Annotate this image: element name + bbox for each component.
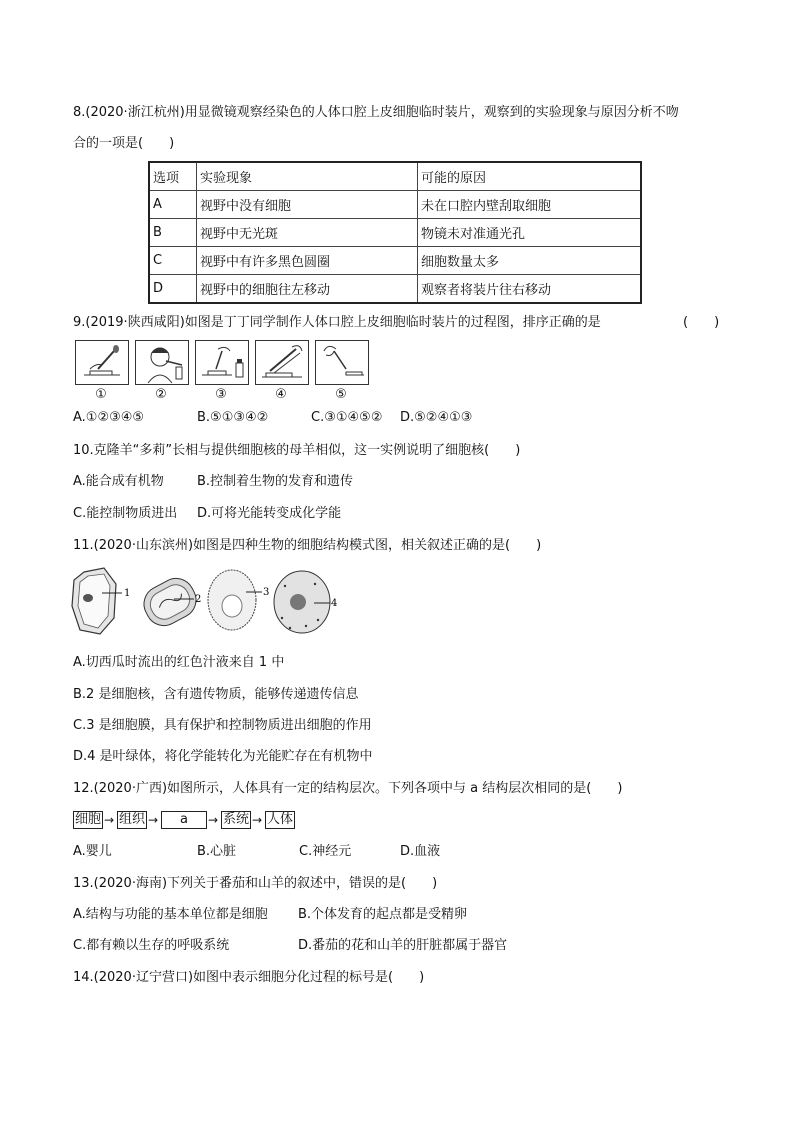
flow-box-tissue: 组织 [118, 812, 145, 827]
table-cell: 视野中无光斑 [197, 219, 418, 247]
q12-option-b: B.心脏 [197, 844, 237, 859]
q11-option-b: B.2 是细胞核，含有遗传物质，能够传递遗传信息 [73, 687, 359, 702]
q9-figure-mouth-swab [135, 340, 189, 385]
q13-option-d: D.番茄的花和山羊的肝脏都属于器官 [298, 938, 508, 953]
table-cell: 细胞数量太多 [418, 247, 642, 275]
q9-figure-drop-water [315, 340, 369, 385]
table-header-cell: 选项 [149, 162, 197, 191]
table-row [149, 275, 641, 304]
q8-stem-line1: 8.(2020·浙江杭州)用显微镜观察经染色的人体口腔上皮细胞临时装片，观察到的实验现象与原因分析不吻 [73, 105, 679, 120]
q9-answer-paren: ( ) [683, 315, 720, 330]
q11-option-c: C.3 是细胞膜，具有保护和控制物质进出细胞的作用 [73, 718, 372, 733]
cell-label-3: 3 [263, 587, 270, 598]
table-cell: 物镜未对准通光孔 [418, 219, 642, 247]
flow-box-body: 人体 [266, 812, 293, 827]
flow-box-system: 系统 [222, 812, 249, 827]
table-cell: B [149, 219, 197, 247]
flow-arrow: → [252, 813, 263, 827]
q9-option-b: B.⑤①③④② [197, 410, 269, 425]
q9-figure-coverslip [255, 340, 309, 385]
q10-stem: 10.克隆羊“多莉”长相与提供细胞核的母羊相似，这一实例说明了细胞核( ) [73, 443, 521, 458]
flow-arrow: → [148, 813, 159, 827]
cell-label-2: 2 [195, 594, 202, 605]
table-cell: 未在口腔内壁刮取细胞 [418, 191, 642, 219]
flow-arrow: → [208, 813, 219, 827]
q10-option-d: D.可将光能转变成化学能 [197, 506, 342, 521]
q9-figure-label: ④ [275, 387, 287, 402]
q9-figure-label: ③ [215, 387, 227, 402]
table-cell: D [149, 275, 197, 304]
table-row [149, 247, 641, 275]
q11-cell-figures [70, 566, 360, 638]
table-cell: 视野中没有细胞 [197, 191, 418, 219]
flow-arrow: → [104, 813, 115, 827]
q9-stem: 9.(2019·陕西咸阳)如图是丁丁同学制作人体口腔上皮细胞临时装片的过程图，排序正确的是 [73, 315, 601, 330]
q9-figure-label: ⑤ [335, 387, 347, 402]
flow-box-a: a [161, 811, 207, 829]
table-row [149, 219, 641, 247]
table-row [149, 191, 641, 219]
cell-label-4: 4 [331, 598, 338, 609]
q10-option-c: C.能控制物质进出 [73, 506, 178, 521]
q11-option-a: A.切西瓜时流出的红色汁液来自 1 中 [73, 655, 285, 670]
q13-option-b: B.个体发育的起点都是受精卵 [298, 907, 468, 922]
q9-figure-label: ② [155, 387, 167, 402]
q12-option-a: A.婴儿 [73, 844, 112, 859]
q11-stem: 11.(2020·山东滨州)如图是四种生物的细胞结构模式图，相关叙述正确的是( ) [73, 538, 542, 553]
cell-label-1: 1 [124, 588, 131, 599]
q13-option-c: C.都有赖以生存的呼吸系统 [73, 938, 230, 953]
table-cell: A [149, 191, 197, 219]
q10-option-a: A.能合成有机物 [73, 474, 164, 489]
q9-option-d: D.⑤②④①③ [400, 410, 473, 425]
q9-figure-dropper [75, 340, 129, 385]
q13-stem: 13.(2020·海南)下列关于番茄和山羊的叙述中，错误的是( ) [73, 876, 438, 891]
table-header-row [149, 162, 641, 191]
q12-stem: 12.(2020·广西)如图所示，人体具有一定的结构层次。下列各项中与 a 结构层次相同的是( ) [73, 781, 623, 796]
q11-option-d: D.4 是叶绿体，将化学能转化为光能贮存在有机物中 [73, 749, 373, 764]
table-header-cell: 可能的原因 [418, 162, 642, 191]
table-cell: 视野中有许多黑色圆圈 [197, 247, 418, 275]
table-cell: 视野中的细胞往左移动 [197, 275, 418, 304]
table-cell: 观察者将装片往右移动 [418, 275, 642, 304]
table-cell: C [149, 247, 197, 275]
q9-option-c: C.③①④⑤② [311, 410, 383, 425]
q12-option-d: D.血液 [400, 844, 441, 859]
table-header-cell: 实验现象 [197, 162, 418, 191]
q8-stem-line2: 合的一项是( ) [73, 136, 175, 151]
q10-option-b: B.控制着生物的发育和遗传 [197, 474, 354, 489]
q13-option-a: A.结构与功能的基本单位都是细胞 [73, 907, 268, 922]
q8-table [148, 161, 642, 304]
q9-option-a: A.①②③④⑤ [73, 410, 145, 425]
flow-box-cell: 细胞 [74, 812, 101, 827]
q12-option-c: C.神经元 [299, 844, 352, 859]
q9-figure-stain [195, 340, 249, 385]
q9-figure-label: ① [95, 387, 107, 402]
q14-stem: 14.(2020·辽宁营口)如图中表示细胞分化过程的标号是( ) [73, 970, 425, 985]
